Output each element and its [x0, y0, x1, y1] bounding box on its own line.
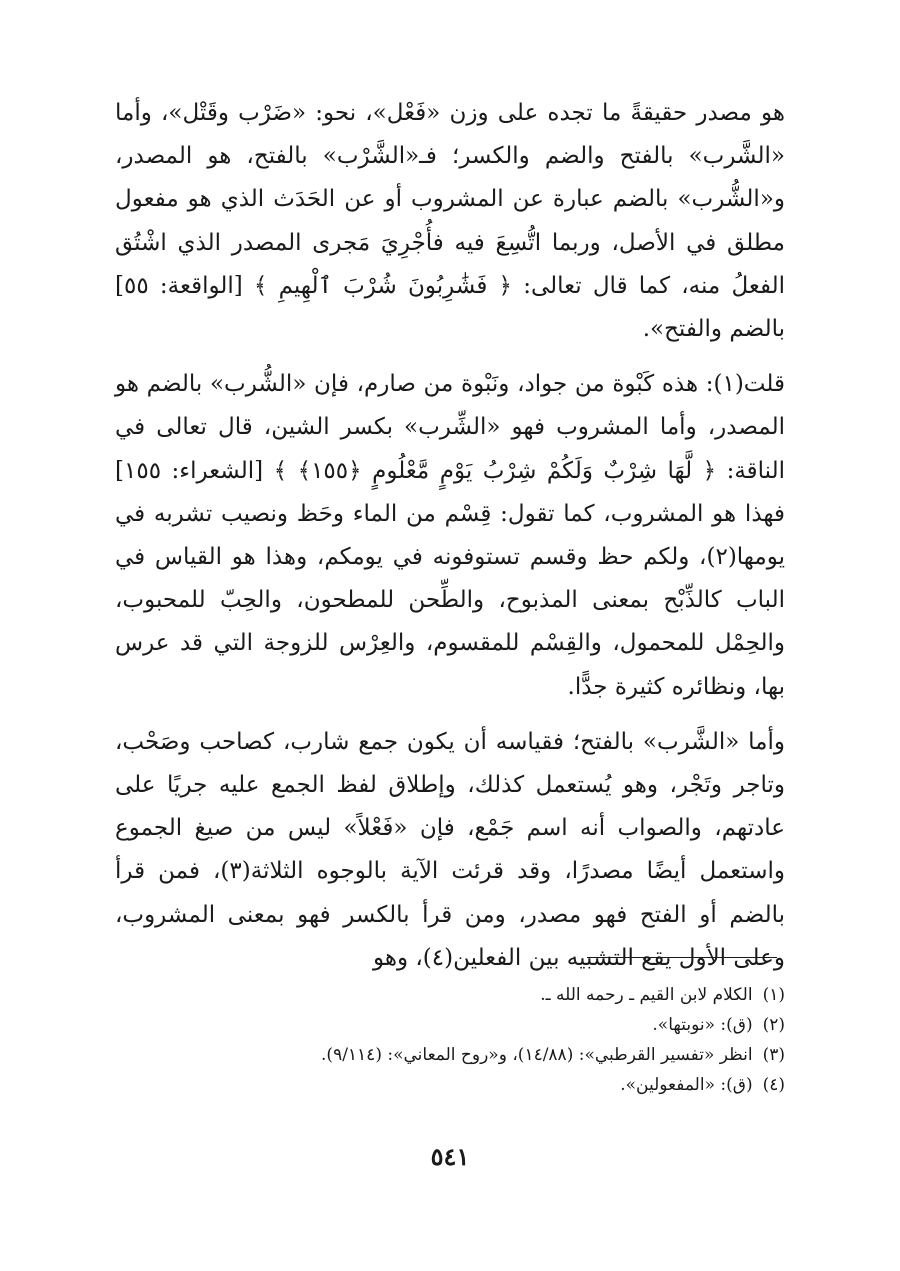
footnote-divider	[587, 957, 777, 958]
footnote-text: انظر «تفسير القرطبي»: (١٤/٨٨)، و«روح المعاني»: (٩/١١٤).	[321, 1045, 753, 1065]
footnote-number: (٤)	[762, 1075, 785, 1095]
footnote-3	[115, 1040, 785, 1070]
footnote-text: الكلام لابن القيم ـ رحمه الله ـ.	[540, 985, 753, 1005]
paragraph-2: قلت(١): هذه كَبْوة من جواد، ونَبْوة من صارم، فإن «الشُّرب» بالضم هو المصدر، وأما المشروب فهو «الشِّرب» بكسر الشين، قال تعالى في الناقة: ﴿ لَّهَا شِرْبٌ وَلَكُمْ شِرْبُ يَوْمٍ مَّعْلُومٍ ﴿١٥٥﴾ ﴾ [الشعراء: ١٥٥] فهذا هو المشروب، كما تقول: قِسْم من الماء وحَظ ونصيب تشربه في يومها(٢)، ولكم حظ وقسم تستوفونه في يومكم، وهذا هو القياس في الباب كالذِّبْح بمعنى المذبوح، والطِّحن للمطحون، والحِبّ للمحبوب، والحِمْل للمحمول، والقِسْم للمقسوم، والعِرْس للزوجة التي قد عرس بها، ونظائره كثيرة جدًّا.	[115, 371, 785, 700]
footnote-text: (ق): «نوبتها».	[652, 1015, 753, 1035]
footnote-number: (١)	[762, 985, 785, 1005]
footnote-2	[115, 1010, 785, 1040]
footnote-number: (٢)	[762, 1015, 785, 1035]
footnote-1	[115, 980, 785, 1010]
main-text	[115, 92, 785, 980]
paragraph-1: هو مصدر حقيقةً ما تجده على وزن «فَعْل»، نحو: «ضَرْب وقَتْل»، وأما «الشَّرب» بالفتح والضم والكسر؛ فـ«الشَّرْب» بالفتح، هو المصدر، و«الشُّرب» بالضم عبارة عن المشروب أو عن الحَدَث الذي هو مفعول مطلق في الأصل، وربما اتُّسِعَ فيه فأُجْرِيَ مَجرى المصدر الذي اشْتُق الفعلُ منه، كما قال تعالى: ﴿ فَشَٰرِبُونَ شُرْبَ ٱلْهِيمِ ﴾ [الواقعة: ٥٥] بالضم والفتح».	[115, 100, 785, 343]
footnotes	[115, 980, 785, 1100]
footnote-number: (٣)	[762, 1045, 785, 1065]
paragraph-3: وأما «الشَّرب» بالفتح؛ فقياسه أن يكون جمع شارب، كصاحب وصَحْب، وتاجر وتَجْر، وهو يُستعمل كذلك، وإطلاق لفظ الجمع عليه جريًا على عادتهم، والصواب أنه اسم جَمْع، فإن «فَعْلاً» ليس من صيغ الجموع واستعمل أيضًا مصدرًا، وقد قرئت الآية بالوجوه الثلاثة(٣)، فمن قرأ بالضم أو الفتح فهو مصدر، ومن قرأ بالكسر فهو بمعنى المشروب، وعلى الأول يقع التشبيه بين الفعلين(٤)، وهو	[115, 728, 785, 971]
footnote-4	[115, 1070, 785, 1100]
page-number: ٥٤١	[430, 1142, 470, 1171]
footnote-text: (ق): «المفعولين».	[620, 1075, 753, 1095]
